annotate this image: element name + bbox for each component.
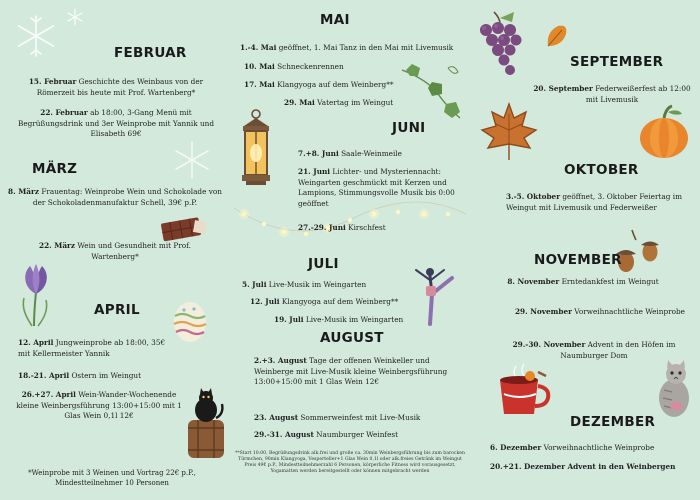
event-date: 20.+21. Dezember bbox=[490, 462, 566, 471]
event-maerz-2 bbox=[20, 241, 210, 262]
event-dezember-2 bbox=[490, 462, 698, 473]
event-date: 21. Juni bbox=[298, 167, 331, 176]
footnote-weinprobe: *Weinprobe mit 3 Weinen und Vortrag 22€ p.P., Mindestteilnehmer 10 Personen bbox=[28, 469, 196, 487]
event-text: Live-Musik im Weingarten bbox=[305, 315, 404, 324]
column-middle bbox=[232, 0, 468, 500]
month-title-dezember: DEZEMBER bbox=[570, 414, 656, 430]
snowflake-icon bbox=[172, 140, 212, 180]
event-august-1 bbox=[254, 356, 454, 388]
event-date: 20. September bbox=[533, 84, 593, 93]
event-date: 27.-29. Juni bbox=[298, 223, 346, 232]
event-date: 19. Juli bbox=[274, 315, 304, 324]
event-text: geöffnet, 3. Oktober Feiertag im Weingut mit Livemusik und Federweißer bbox=[506, 192, 682, 212]
month-title-november: NOVEMBER bbox=[534, 252, 622, 268]
month-title-juni: JUNI bbox=[392, 120, 426, 136]
grapes-icon bbox=[470, 8, 532, 80]
event-text: geöffnet, 1. Mai Tanz in den Mai mit Livemusik bbox=[278, 43, 454, 52]
column-right bbox=[468, 0, 700, 500]
event-date: 29. Mai bbox=[284, 98, 315, 107]
event-date: 29.-30. November bbox=[512, 340, 586, 349]
event-text: Geschichte des Weinbaus von der Römerzeit bis heute mit Prof. Wartenberg* bbox=[36, 77, 204, 97]
event-date: 1.-4. Mai bbox=[240, 43, 277, 52]
month-title-april: APRIL bbox=[94, 302, 140, 318]
event-text: Naumburger Weinfest bbox=[316, 430, 399, 439]
event-juli-3 bbox=[274, 315, 424, 326]
event-text: ab 18:00, 3-Gang Menü mit Begrüßungsdrink und 3er Weinprobe mit Yannik und Elisabeth 69€ bbox=[17, 108, 215, 139]
event-november-2 bbox=[510, 307, 690, 318]
event-date: 3.-5. Oktober bbox=[506, 192, 561, 201]
event-april-1 bbox=[18, 338, 168, 359]
event-text: Tage der offenen Weinkeller und Weinberge mit Live-Musik kleine Weinbergsführung 13:00+15:00 mit 1 Glas Wein 12€ bbox=[254, 356, 448, 387]
event-februar-1 bbox=[10, 77, 222, 98]
month-title-mai: MAI bbox=[320, 12, 350, 28]
month-title-august: AUGUST bbox=[320, 330, 384, 346]
event-november-3 bbox=[492, 340, 696, 361]
event-text: Wein und Gesundheit mit Prof. Wartenberg* bbox=[77, 241, 191, 261]
event-august-2 bbox=[254, 413, 454, 424]
event-november-1 bbox=[498, 277, 668, 288]
event-date: 2.+3. August bbox=[254, 356, 307, 365]
event-date: 29. November bbox=[514, 307, 572, 316]
month-title-februar: FEBRUAR bbox=[114, 45, 187, 61]
event-juni-3 bbox=[298, 223, 458, 234]
event-text: Sommerweinfest mit Live-Musik bbox=[300, 413, 421, 422]
event-juli-2 bbox=[250, 297, 420, 308]
month-title-september: SEPTEMBER bbox=[570, 54, 664, 70]
event-maerz-1 bbox=[6, 187, 224, 208]
vine-leaves-icon bbox=[398, 60, 466, 122]
snowflake-icon bbox=[66, 8, 84, 26]
event-date: 12. Juli bbox=[250, 297, 280, 306]
crocus-flower-icon bbox=[14, 262, 58, 328]
event-text: Wein-Wander-Wochenende kleine Weinbergsführung 13:00+15:00 mit 1 Glas Wein 0,1l 12€ bbox=[16, 390, 182, 421]
cat-on-barrel-icon bbox=[184, 388, 228, 460]
chocolate-icon bbox=[158, 214, 208, 244]
mulled-wine-mug-icon bbox=[494, 362, 554, 420]
event-juli-1 bbox=[242, 280, 412, 291]
event-juni-1 bbox=[298, 149, 458, 160]
event-text: Vatertag im Weingut bbox=[317, 98, 394, 107]
event-text: Jungweinprobe ab 18:00, 35€ mit Kellermeister Yannik bbox=[18, 338, 166, 358]
autumn-leaf-icon bbox=[544, 22, 570, 50]
event-date: 8. November bbox=[507, 277, 560, 286]
event-text: Ostern im Weingut bbox=[71, 371, 142, 380]
event-april-2 bbox=[18, 371, 178, 382]
easter-egg-icon bbox=[170, 298, 210, 344]
event-mai-3 bbox=[244, 80, 414, 91]
event-date: 18.-21. April bbox=[18, 371, 70, 380]
event-date: 22. März bbox=[39, 241, 76, 250]
event-date: 23. August bbox=[254, 413, 299, 422]
pumpkin-icon bbox=[638, 102, 690, 160]
event-date: 22. Februar bbox=[40, 108, 88, 117]
event-text: Lichter- und Mysteriennacht: Weingarten geschmückt mit Kerzen und Lampions, Stimmungsvolle Musik bis 0:00 geöffnet bbox=[298, 167, 455, 208]
event-text: Saale-Weinmeile bbox=[341, 149, 402, 158]
event-date: 5. Juli bbox=[242, 280, 267, 289]
snowflake-icon bbox=[14, 14, 58, 58]
month-title-maerz: MÄRZ bbox=[32, 161, 78, 177]
event-text: Schneckenrennen bbox=[277, 62, 344, 71]
event-februar-2 bbox=[8, 108, 224, 140]
event-text: Klangyoga auf dem Weinberg** bbox=[277, 80, 394, 89]
event-date: 17. Mai bbox=[244, 80, 275, 89]
event-date: 10. Mai bbox=[244, 62, 275, 71]
event-text: Kirschfest bbox=[348, 223, 386, 232]
cat-icon bbox=[652, 360, 698, 420]
maple-leaf-icon bbox=[478, 100, 540, 166]
event-mai-2 bbox=[244, 62, 404, 73]
event-dezember-1 bbox=[490, 443, 690, 454]
event-text: Advent in den Weinbergen bbox=[567, 462, 676, 471]
event-text: Federweißerfest ab 12:00 mit Livemusik bbox=[585, 84, 691, 104]
event-juni-2 bbox=[298, 167, 466, 209]
event-date: 8. März bbox=[8, 187, 39, 196]
event-date: 29.-31. August bbox=[254, 430, 314, 439]
event-april-3 bbox=[10, 390, 188, 422]
event-date: 6. Dezember bbox=[490, 443, 542, 452]
column-left bbox=[0, 0, 232, 500]
footnote-klangyoga: **Start 10:00, Begrüßungsdrink alk.frei und große ca. 30min Weinbergsführung bis zum barocken Türmchen, 90min Klangyoga, Vesperteller+1 Glas Wein 0,1l oder alk.freies Getränk im Weingut Preis 49€ p.P., Mindestteilnehmerzahl 6 Personen, körperliche Fitness wird vorausgesetzt, Yogamatten werden bereitgestellt oder können mitgebracht werden bbox=[235, 450, 465, 475]
event-date: 7.+8. Juni bbox=[298, 149, 339, 158]
event-date: 26.+27. April bbox=[21, 390, 76, 399]
event-text: Erntedankfest im Weingut bbox=[561, 277, 659, 286]
event-august-3 bbox=[254, 430, 454, 441]
event-oktober-1 bbox=[506, 192, 698, 213]
event-date: 12. April bbox=[18, 338, 54, 347]
event-text: Frauentag: Weinprobe Wein und Schokolade von der Schokoladenmanufaktur Schell, 39€ p.P. bbox=[32, 187, 222, 207]
event-text: Vorweihnachtliche Weinprobe bbox=[574, 307, 686, 316]
month-title-oktober: OKTOBER bbox=[564, 162, 639, 178]
month-title-juli: JULI bbox=[308, 256, 339, 272]
event-date: 15. Februar bbox=[28, 77, 77, 86]
event-text: Live-Musik im Weingarten bbox=[268, 280, 367, 289]
event-mai-1 bbox=[240, 43, 480, 54]
event-text: Klangyoga auf dem Weinberg** bbox=[281, 297, 399, 306]
event-text: Vorweihnachtliche Weinprobe bbox=[543, 443, 655, 452]
event-text: Advent in den Höfen im Naumburger Dom bbox=[560, 340, 676, 360]
